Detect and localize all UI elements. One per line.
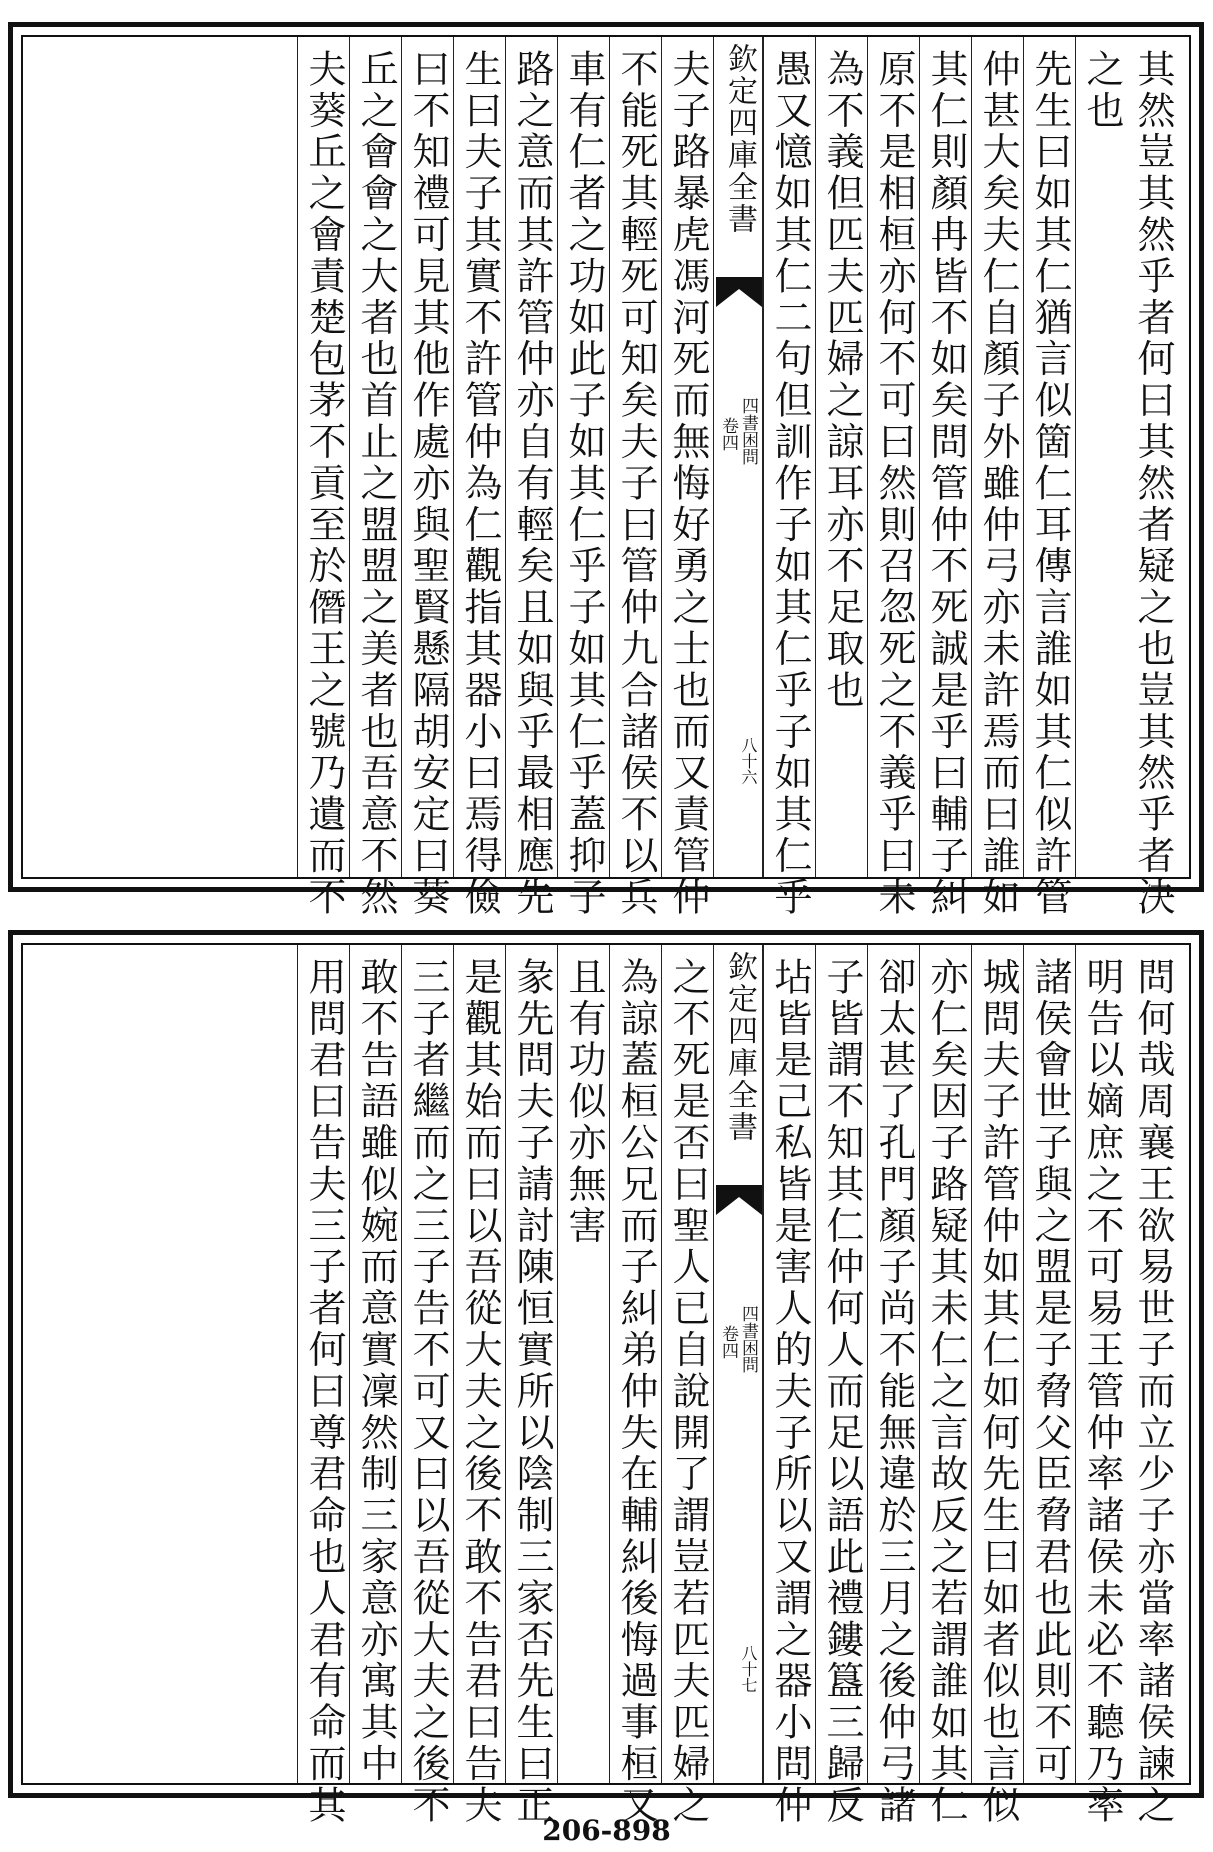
column-text: 問何哉周襄王欲易世子而立少子亦當率諸侯諫之 — [1131, 957, 1175, 1827]
column-text: 愚又憶如其仁二句但訓作子如其仁乎子如其仁乎 — [768, 49, 812, 919]
text-column — [919, 945, 971, 1827]
column-text: 卻太甚了孔門顏子尚不能無違於三月之後仲弓諸 — [872, 957, 916, 1827]
column-text: 原不是相桓亦何不可曰然則召忽死之不義乎曰未 — [872, 49, 916, 919]
centre-band — [713, 37, 763, 877]
column-text: 子皆謂不知其仁仲何人而足以語此禮鏤簋三歸反 — [820, 957, 864, 1827]
text-column — [453, 945, 505, 1827]
book-title: 四書困問 — [738, 397, 758, 465]
bottom-page — [8, 930, 1204, 1827]
text-column — [763, 945, 815, 1827]
column-text: 敢不告語雖似婉而意實凜然制三家意亦寓其中 — [354, 957, 398, 1785]
column-text: 三子者繼而之三子告不可又曰以吾從大夫之後不 — [406, 957, 450, 1827]
column-text: 用問君曰告夫三子者何曰尊君命也人君有命而其 — [302, 957, 346, 1827]
text-column — [401, 37, 453, 919]
text-column — [297, 37, 349, 919]
column-text: 亦仁矣因子路疑其未仁之言故反之若謂誰如其仁 — [924, 957, 968, 1827]
page-number: 八十七 — [739, 1645, 758, 1693]
top-page-frame — [21, 35, 1191, 919]
page-label: 206-898 — [542, 1814, 671, 1847]
text-column — [919, 37, 971, 919]
column-text: 夫葵丘之會責楚包茅不貢至於僭王之號乃遺而不 — [302, 49, 346, 919]
text-column — [453, 37, 505, 919]
text-column — [557, 37, 609, 919]
column-text: 夫子路暴虎馮河死而無悔好勇之士也而又責管仲 — [666, 49, 710, 919]
collection-title: 欽定四庫全書 — [722, 951, 757, 1143]
text-column — [815, 37, 867, 877]
column-text: 且有功似亦無害 — [562, 957, 606, 1247]
text-column — [1023, 37, 1075, 919]
text-column — [609, 945, 661, 1827]
column-text: 諸侯會世子與之盟是子脅父臣脅君也此則不可 — [1028, 957, 1072, 1785]
text-column — [1127, 37, 1179, 919]
text-column — [1075, 945, 1127, 1827]
text-column — [505, 37, 557, 919]
text-column — [971, 37, 1023, 919]
text-column — [609, 37, 661, 919]
column-text: 城問夫子許管仲如其仁如何先生曰如者似也言似 — [976, 957, 1020, 1827]
centre-band — [713, 945, 763, 1783]
text-column — [815, 945, 867, 1827]
page-number: 八十六 — [739, 737, 758, 785]
column-text: 彖先問夫子請討陳恒實所以陰制三家否先生曰正 — [510, 957, 554, 1827]
column-text: 丘之會會之大者也首止之盟盟之美者也吾意不然 — [354, 49, 398, 919]
text-column — [1075, 37, 1127, 877]
text-column — [763, 37, 815, 919]
column-text: 先生曰如其仁猶言似箇仁耳傳言誰如其仁似許管 — [1028, 49, 1072, 919]
column-text: 生曰夫子其實不許管仲為仁觀指其器小曰焉得儉 — [458, 49, 502, 919]
text-column — [867, 945, 919, 1827]
top-page — [8, 22, 1204, 919]
column-text: 明告以嫡庶之不可易王管仲率諸侯未必不聽乃率 — [1080, 957, 1124, 1827]
text-column — [297, 945, 349, 1827]
fishtail-mark — [716, 1185, 762, 1215]
column-text: 為不義但匹夫匹婦之諒耳亦不足取也 — [820, 49, 864, 712]
column-text: 車有仁者之功如此子如其仁乎子如其仁乎蓋抑子 — [562, 49, 606, 919]
bottom-page-frame — [21, 943, 1191, 1827]
column-text: 不能死其輕死可知矣夫子曰管仲九合諸侯不以兵 — [614, 49, 658, 919]
column-text: 坫皆是己私皆是害人的夫子所以又謂之器小問仲 — [768, 957, 812, 1827]
text-column — [661, 945, 713, 1827]
text-column — [971, 945, 1023, 1827]
column-text: 為諒蓋桓公兄而子糾弟仲失在輔糾後悔過事桓又 — [614, 957, 658, 1827]
column-text: 之不死是否曰聖人已自說開了謂豈若匹夫匹婦之 — [666, 957, 710, 1827]
column-text: 是觀其始而曰以吾從大夫之後不敢不告君曰告夫 — [458, 957, 502, 1827]
volume-label: 卷四 — [718, 1325, 738, 1359]
column-text: 仲甚大矣夫仁自顏子外雖仲弓亦未許焉而曰誰如 — [976, 49, 1020, 919]
text-column — [557, 945, 609, 1783]
column-text: 其然豈其然乎者何曰其然者疑之也豈其然乎者決 — [1131, 49, 1175, 919]
fishtail-mark — [716, 277, 762, 307]
book-title: 四書困問 — [738, 1305, 758, 1373]
column-text: 之也 — [1080, 49, 1124, 132]
text-column — [867, 37, 919, 919]
column-text: 曰不知禮可見其他作處亦與聖賢懸隔胡安定曰葵 — [406, 49, 450, 919]
column-text: 路之意而其許管仲亦自有輕矣且如與乎最相應先 — [510, 49, 554, 919]
text-column — [349, 37, 401, 919]
column-text: 其仁則顏冉皆不如矣問管仲不死誠是乎曰輔子糾 — [924, 49, 968, 919]
text-column — [505, 945, 557, 1827]
volume-label: 卷四 — [718, 417, 738, 451]
text-column — [401, 945, 453, 1827]
text-column — [661, 37, 713, 919]
collection-title: 欽定四庫全書 — [722, 43, 757, 235]
text-column — [1023, 945, 1075, 1783]
text-column — [1127, 945, 1179, 1827]
text-column — [349, 945, 401, 1783]
